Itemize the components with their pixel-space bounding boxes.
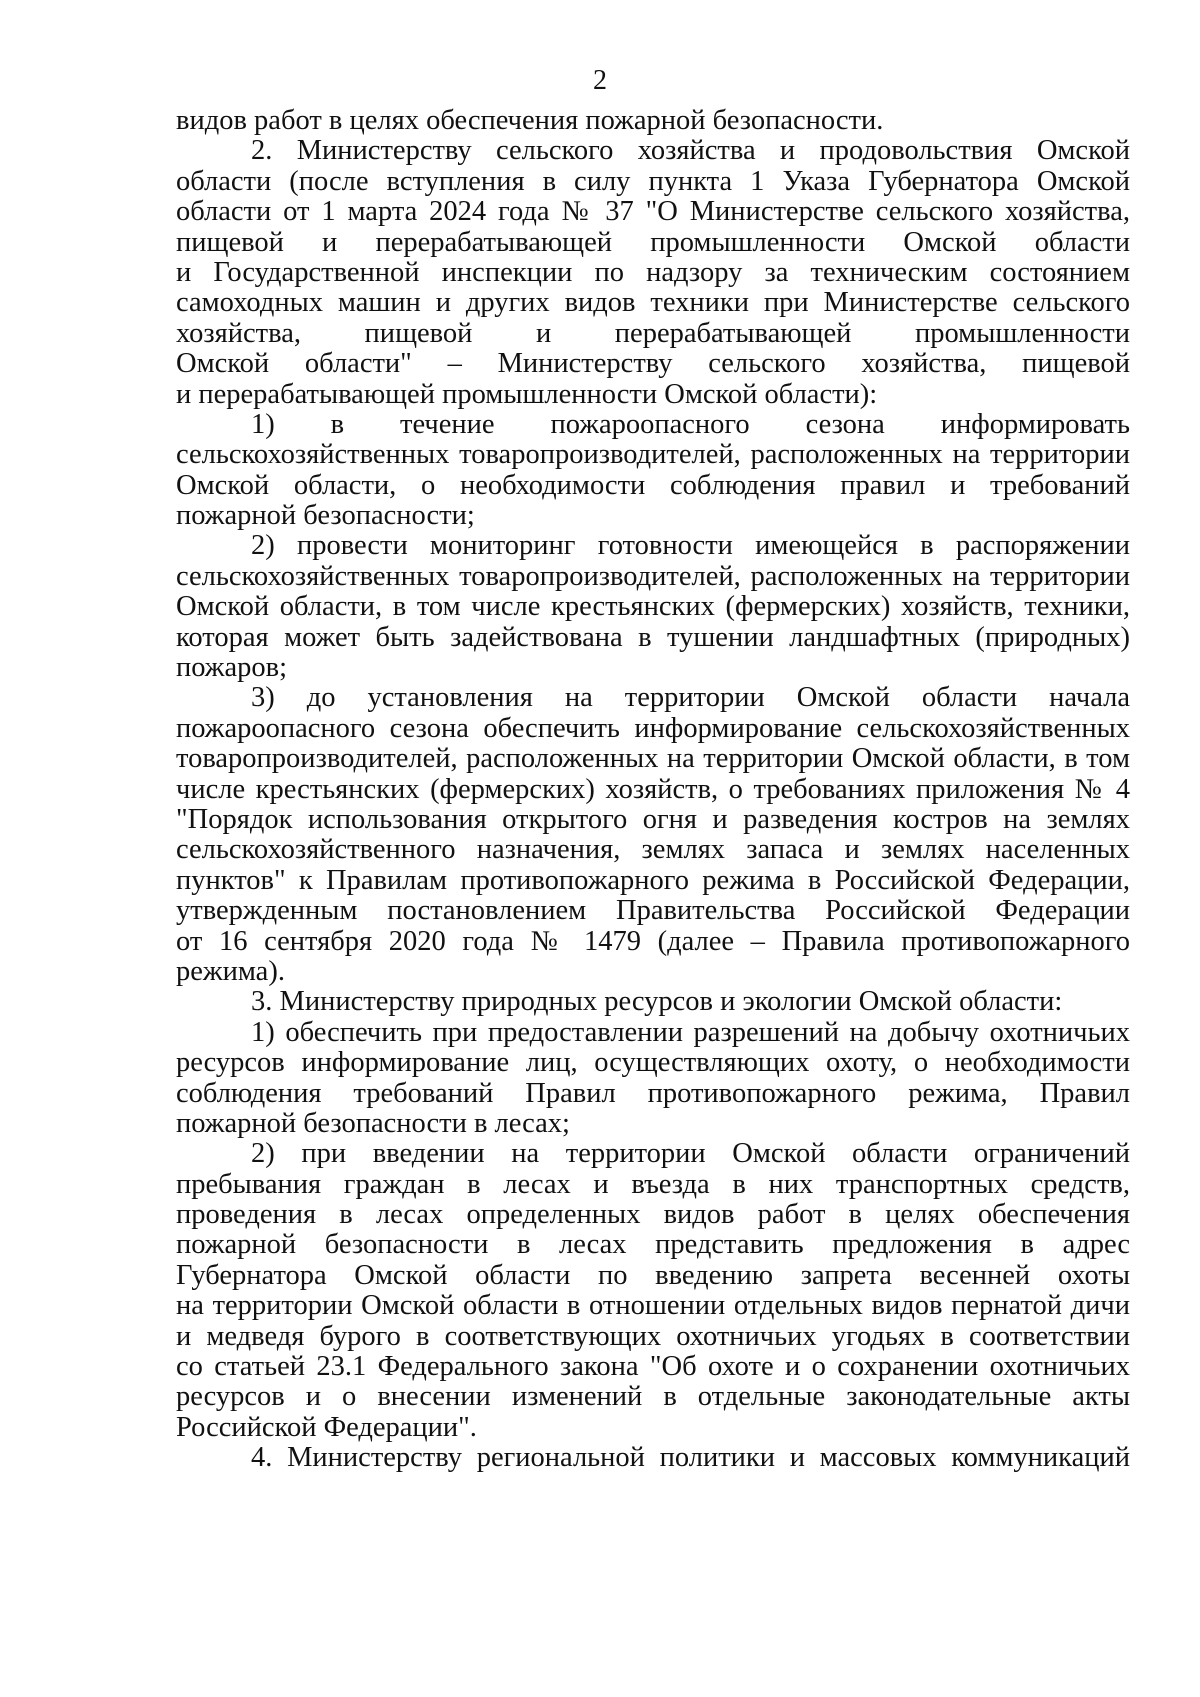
text-line: режима). <box>176 956 285 987</box>
text-line: 1) в течение пожароопасного сезона информировать <box>251 409 1130 440</box>
text-line: Омской области, о необходимости соблюдения правил и требований <box>176 470 1130 501</box>
text-line: "Порядок использования открытого огня и разведения костров на землях <box>176 804 1130 835</box>
text-line: Омской области, в том числе крестьянских (фермерских) хозяйств, техники, <box>176 592 1130 623</box>
text-line: пунктов" к Правилам противопожарного режима в Российской Федерации, <box>176 865 1130 896</box>
text-line: 4. Министерству региональной политики и массовых коммуникаций <box>251 1443 1130 1474</box>
text-line: пожарной безопасности в лесах представить предложения в адрес <box>176 1230 1130 1261</box>
text-line: хозяйства, пищевой и перерабатывающей промышленности <box>176 318 1130 349</box>
text-line: пищевой и перерабатывающей промышленности Омской области <box>176 227 1130 258</box>
text-line: на территории Омской области в отношении отдельных видов пернатой дичи <box>176 1291 1130 1322</box>
text-line: пожарной безопасности в лесах; <box>176 1108 570 1139</box>
text-line: и Государственной инспекции по надзору за техническим состоянием <box>176 257 1130 288</box>
text-line: пребывания граждан в лесах и въезда в них транспортных средств, <box>176 1169 1130 1200</box>
text-line: и перерабатывающей промышленности Омской области): <box>176 379 878 410</box>
text-line: Российской Федерации". <box>176 1412 477 1443</box>
text-line: со статьей 23.1 Федерального закона "Об охоте и о сохранении охотничьих <box>176 1352 1130 1383</box>
text-line: области от 1 марта 2024 года № 37 "О Министерстве сельского хозяйства, <box>176 197 1130 228</box>
text-line: 3. Министерству природных ресурсов и экологии Омской области: <box>251 987 1063 1018</box>
text-line: области (после вступления в силу пункта 1 Указа Губернатора Омской <box>176 166 1130 197</box>
text-line: пожароопасного сезона обеспечить информирование сельскохозяйственных <box>176 713 1130 744</box>
text-line: которая может быть задействована в тушении ландшафтных (природных) <box>176 622 1130 653</box>
text-line: пожарной безопасности; <box>176 501 475 532</box>
document-body <box>176 106 1130 1474</box>
text-line: пожаров; <box>176 653 288 684</box>
text-line: 2. Министерству сельского хозяйства и продовольствия Омской <box>251 136 1130 167</box>
text-line: 3) до установления на территории Омской области начала <box>251 683 1130 714</box>
text-line: сельскохозяйственных товаропроизводителей, расположенных на территории <box>176 561 1130 592</box>
text-line: товаропроизводителей, расположенных на территории Омской области, в том <box>176 744 1130 775</box>
text-line: видов работ в целях обеспечения пожарной безопасности. <box>176 106 884 136</box>
text-line: от 16 сентября 2020 года № 1479 (далее – Правила противопожарного <box>176 926 1130 957</box>
text-line: ресурсов информирование лиц, осуществляющих охоту, о необходимости <box>176 1048 1130 1079</box>
text-line: сельскохозяйственного назначения, землях запаса и землях населенных <box>176 835 1130 866</box>
text-line: и медведя бурого в соответствующих охотничьих угодьях в соответствии <box>176 1321 1130 1352</box>
text-line: утвержденным постановлением Правительства Российской Федерации <box>176 896 1130 927</box>
text-line: 1) обеспечить при предоставлении разрешений на добычу охотничьих <box>251 1017 1130 1048</box>
text-line: самоходных машин и других видов техники при Министерстве сельского <box>176 288 1130 319</box>
text-line: сельскохозяйственных товаропроизводителей, расположенных на территории <box>176 440 1130 471</box>
text-line: проведения в лесах определенных видов работ в целях обеспечения <box>176 1200 1130 1231</box>
text-line: ресурсов и о внесении изменений в отдельные законодательные акты <box>176 1382 1130 1413</box>
text-line: Омской области" – Министерству сельского хозяйства, пищевой <box>176 349 1130 380</box>
text-line: 2) провести мониторинг готовности имеющейся в распоряжении <box>251 531 1130 562</box>
text-line: 2) при введении на территории Омской области ограничений <box>251 1139 1130 1170</box>
text-line: соблюдения требований Правил противопожарного режима, Правил <box>176 1078 1130 1109</box>
text-line: Губернатора Омской области по введению запрета весенней охоты <box>176 1260 1130 1291</box>
text-line: числе крестьянских (фермерских) хозяйств, о требованиях приложения № 4 <box>176 774 1130 805</box>
page-number: 2 <box>593 65 607 96</box>
